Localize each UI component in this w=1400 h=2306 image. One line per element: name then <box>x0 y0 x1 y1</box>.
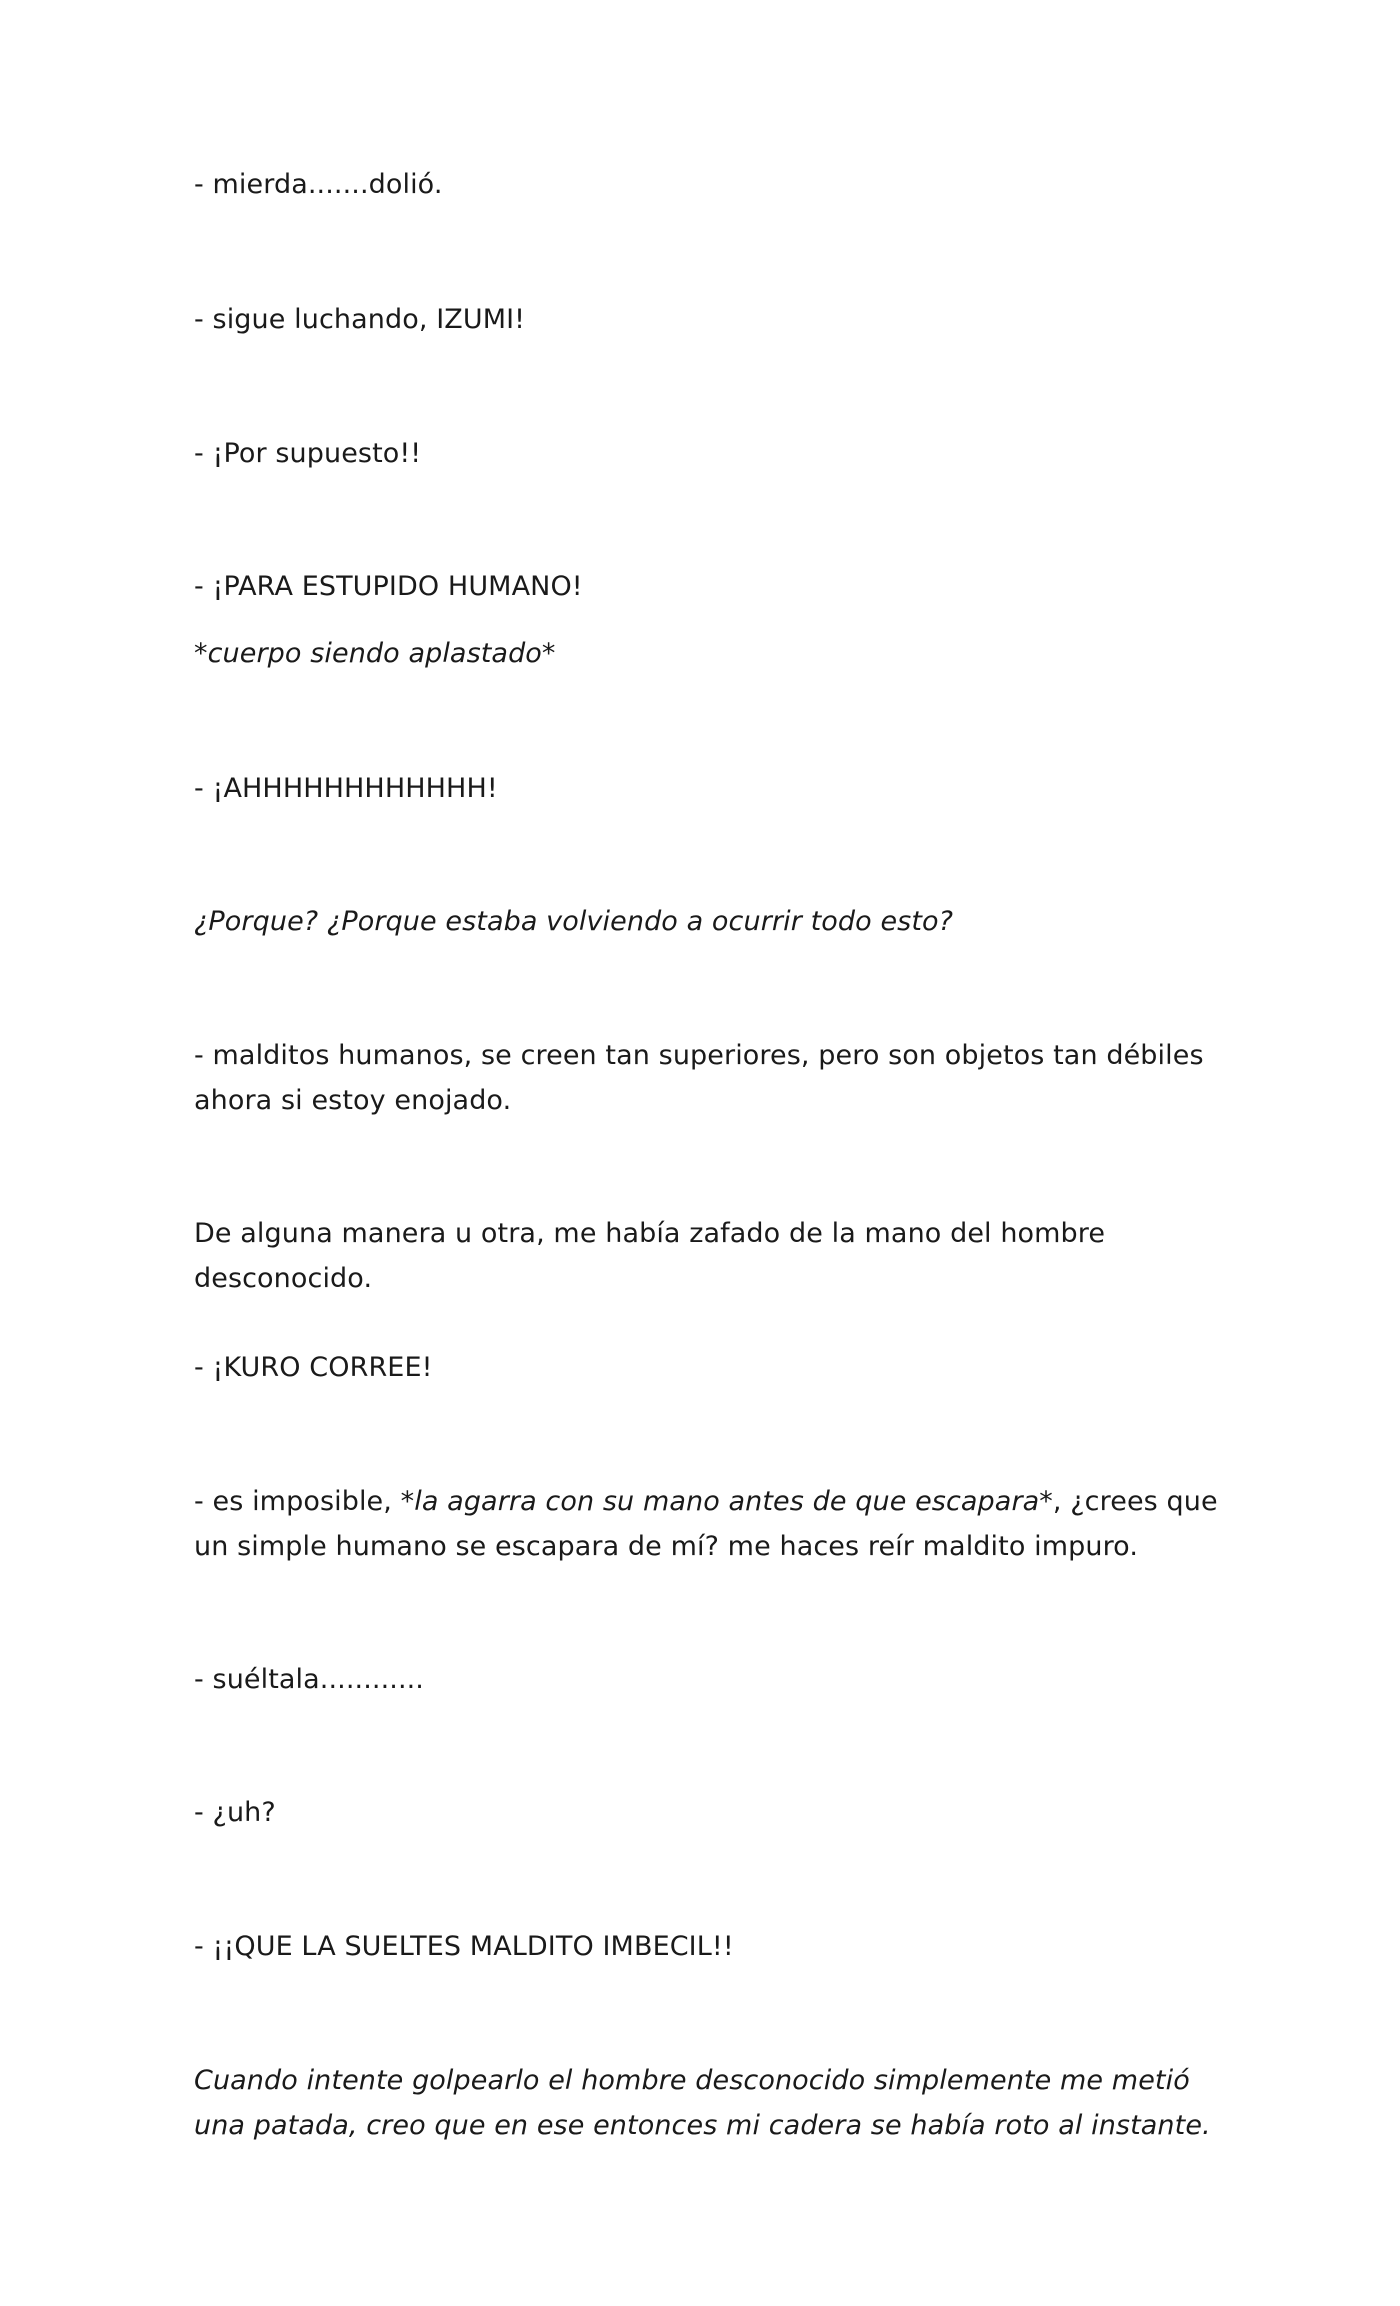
narration-paragraph: Cuando intente golpearlo el hombre desconocido simplemente me metió una patada, creo que en ese entonces mi cadera se había roto al instante. <box>194 2065 1211 2141</box>
narration-paragraph: De alguna manera u otra, me había zafado de la mano del hombre desconocido. <box>194 1218 1106 1294</box>
dialogue-text: , ¿crees que un simple humano se escapara de mí? me haces reír maldito impuro. <box>194 1486 1218 1562</box>
dialogue-line <box>194 1479 1234 1569</box>
narration-paragraph: ¿Porque? ¿Porque estaba volviendo a ocurrir todo esto? <box>194 906 954 937</box>
dialogue-line: - ¿uh? <box>194 1797 276 1828</box>
action-line: *cuerpo siendo aplastado* <box>194 638 556 669</box>
dialogue-line: - ¡PARA ESTUPIDO HUMANO! <box>194 571 583 602</box>
dialogue-text: - es imposible, <box>194 1486 401 1517</box>
dialogue-line: - mierda.......dolió. <box>194 169 443 200</box>
dialogue-line: - malditos humanos, se creen tan superiores, pero son objetos tan débiles ahora si estoy enojado. <box>194 1040 1204 1116</box>
dialogue-line: - ¡Por supuesto!! <box>194 438 422 469</box>
dialogue-line: - sigue luchando, IZUMI! <box>194 304 526 335</box>
dialogue-line: - ¡KURO CORREE! <box>194 1352 433 1383</box>
dialogue-line: - ¡AHHHHHHHHHHHH! <box>194 773 498 804</box>
dialogue-line: - ¡¡QUE LA SUELTES MALDITO IMBECIL!! <box>194 1931 734 1962</box>
action-text: *la agarra con su mano antes de que escapara* <box>400 1486 1053 1517</box>
dialogue-line: - suéltala............ <box>194 1664 424 1695</box>
